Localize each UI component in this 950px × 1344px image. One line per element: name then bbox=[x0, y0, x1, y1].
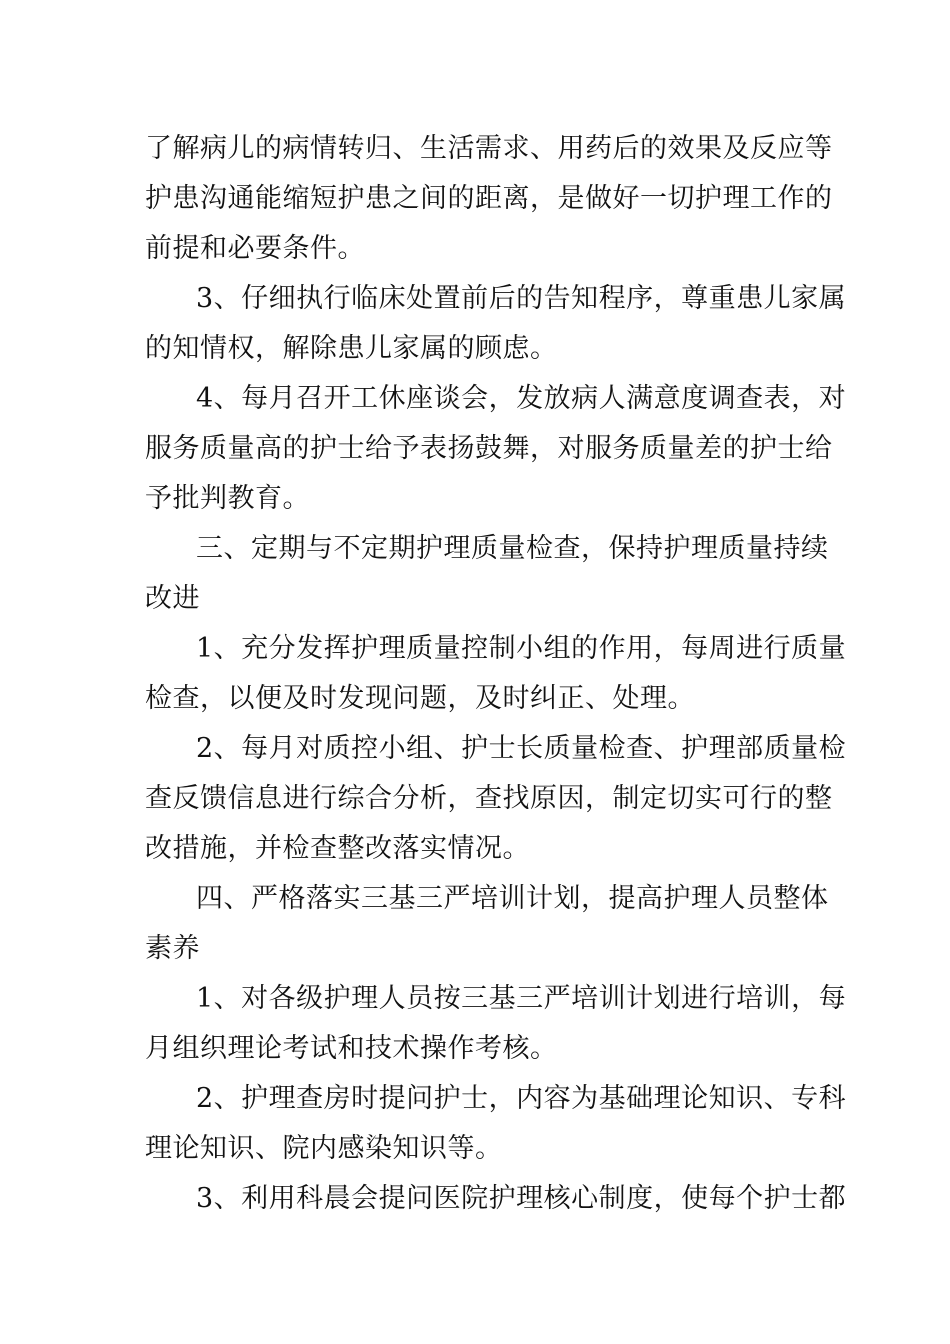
text-line: 护患沟通能缩短护患之间的距离，是做好一切护理工作的 bbox=[145, 183, 833, 214]
text-line: 查反馈信息进行综合分析，查找原因，制定切实可行的整 bbox=[145, 783, 833, 814]
text-line: 1、充分发挥护理质量控制小组的作用，每周进行质量 bbox=[196, 633, 847, 664]
text-line: 服务质量高的护士给予表扬鼓舞，对服务质量差的护士给 bbox=[145, 433, 833, 464]
text-line: 3、仔细执行临床处置前后的告知程序，尊重患儿家属 bbox=[196, 283, 847, 314]
text-line: 4、每月召开工休座谈会，发放病人满意度调查表，对 bbox=[196, 383, 847, 414]
text-line: 1、对各级护理人员按三基三严培训计划进行培训，每 bbox=[196, 983, 847, 1014]
text-line: 2、护理查房时提问护士，内容为基础理论知识、专科 bbox=[196, 1083, 847, 1114]
section-heading-line: 四、严格落实三基三严培训计划，提高护理人员整体 bbox=[196, 883, 829, 914]
text-line: 了解病儿的病情转归、生活需求、用药后的效果及反应等 bbox=[145, 133, 833, 164]
section-heading-line: 素养 bbox=[145, 933, 200, 964]
text-line: 改措施，并检查整改落实情况。 bbox=[145, 833, 530, 864]
text-line: 月组织理论考试和技术操作考核。 bbox=[145, 1033, 558, 1064]
text-line: 理论知识、院内感染知识等。 bbox=[145, 1133, 503, 1164]
text-line: 检查，以便及时发现问题，及时纠正、处理。 bbox=[145, 683, 695, 714]
section-heading-line: 改进 bbox=[145, 583, 200, 614]
text-line: 予批判教育。 bbox=[145, 483, 310, 514]
section-heading-line: 三、定期与不定期护理质量检查，保持护理质量持续 bbox=[196, 533, 829, 564]
text-line: 2、每月对质控小组、护士长质量检查、护理部质量检 bbox=[196, 733, 847, 764]
text-line: 3、利用科晨会提问医院护理核心制度，使每个护士都 bbox=[196, 1183, 847, 1214]
text-line: 前提和必要条件。 bbox=[145, 233, 365, 264]
text-line: 的知情权，解除患儿家属的顾虑。 bbox=[145, 333, 558, 364]
